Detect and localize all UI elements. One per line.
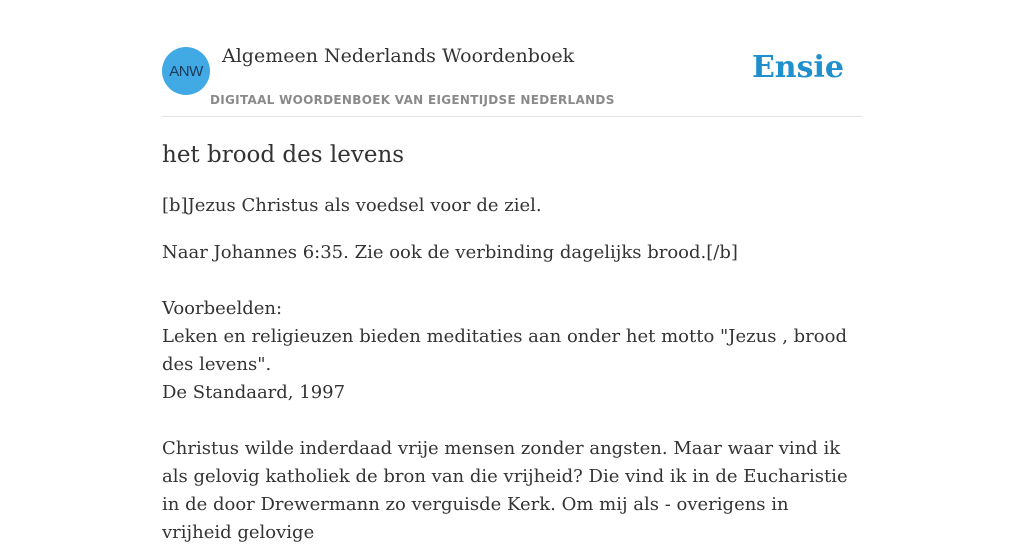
entry-body bbox=[162, 239, 862, 547]
anw-logo[interactable] bbox=[162, 47, 210, 95]
spacer bbox=[162, 407, 862, 435]
example-text: Christus wilde inderdaad vrije mensen zonder angsten. Maar waar vind ik als gelovig katholiek de bron van die vrijheid? Die vind ik in de Eucharistie in de door Drewermann zo verguisde Kerk. Om mij als - overigens in vrijheid gelovige bbox=[162, 438, 848, 543]
site-title[interactable]: Algemeen Nederlands Woordenboek bbox=[222, 45, 575, 67]
ensie-brand-link[interactable]: Ensie bbox=[751, 50, 844, 85]
examples-label: Voorbeelden: bbox=[162, 298, 283, 319]
site-subtitle: DIGITAAL WOORDENBOEK VAN EIGENTIJDSE NEDERLANDS bbox=[210, 93, 615, 107]
entry-definition: [b]Jezus Christus als voedsel voor de ziel. bbox=[162, 195, 542, 216]
entry-term: het brood des levens bbox=[162, 142, 405, 168]
logo-text: ANW bbox=[169, 62, 203, 80]
spacer bbox=[162, 267, 862, 295]
example-text: Leken en religieuzen bieden meditaties aan onder het motto "Jezus , brood des levens". bbox=[162, 326, 847, 375]
example-source: De Standaard, 1997 bbox=[162, 382, 346, 403]
page bbox=[162, 0, 862, 543]
entry-note: Naar Johannes 6:35. Zie ook de verbinding dagelijks brood.[/b] bbox=[162, 242, 738, 263]
site-header bbox=[162, 0, 862, 117]
